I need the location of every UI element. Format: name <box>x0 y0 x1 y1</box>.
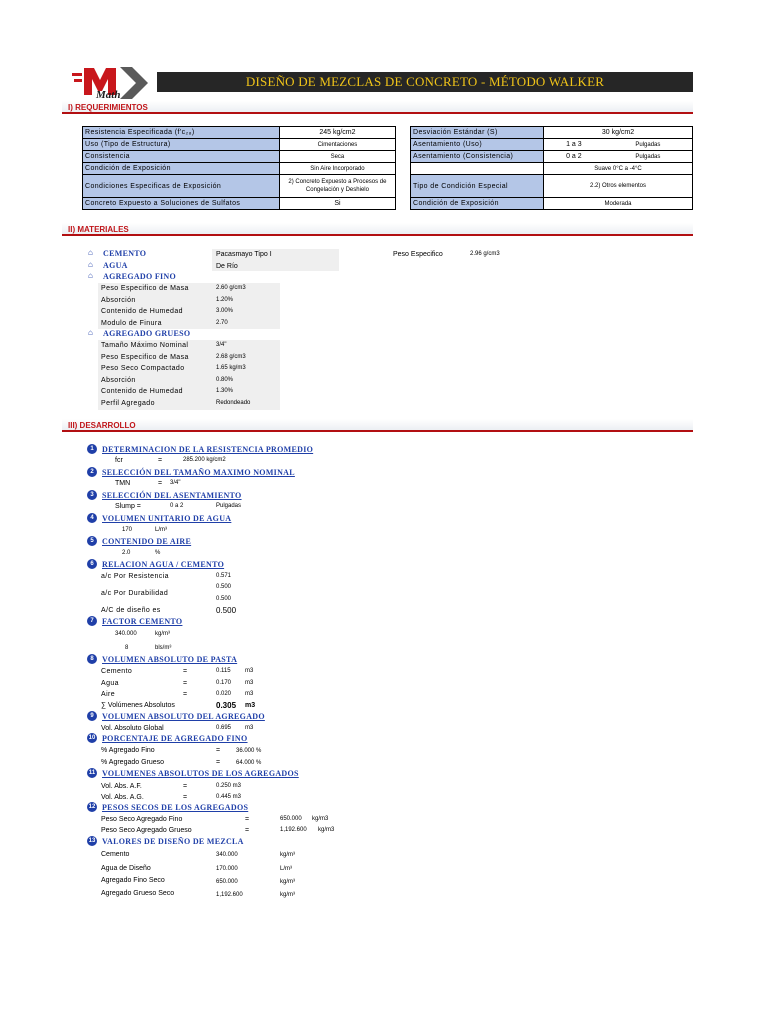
fcr-value: 285.200 kg/cm2 <box>183 457 226 463</box>
step-number-badge: 12 <box>88 804 96 810</box>
diseno-row-label: Agua de Diseño <box>101 865 151 872</box>
fino-row-value: 2.60 g/cm3 <box>216 285 246 291</box>
cemento-label: CEMENTO <box>103 249 147 258</box>
table-row <box>411 127 693 139</box>
grueso-row-label: Contenido de Humedad <box>101 388 183 395</box>
factor-cemento-value: 340.000 <box>115 631 137 637</box>
fino-row-label: Contenido de Humedad <box>101 308 183 315</box>
logo-text: Math <box>96 89 121 101</box>
peso-seco-grueso-value: 1,192.600 <box>280 827 307 833</box>
factor-cemento-unit: kg/m³ <box>155 631 170 637</box>
section-desarrollo: III) DESARROLLO <box>62 419 693 432</box>
section-materiales: II) MATERIALES <box>62 223 693 236</box>
table-row <box>83 127 396 139</box>
step-title[interactable]: DETERMINACION DE LA RESISTENCIA PROMEDIO <box>102 445 314 454</box>
table-row <box>411 163 693 175</box>
equals-sign: = <box>158 457 163 464</box>
agua-label: AGUA <box>103 261 128 270</box>
math-logo <box>72 65 154 101</box>
req-value: 0 a 2 <box>544 151 604 163</box>
aire-value: 2.0 <box>122 550 131 556</box>
diseno-row-value: 650.000 <box>216 879 238 885</box>
vol-global-label: Vol. Absoluto Global <box>101 725 164 732</box>
pct-fino-value: 36.000 % <box>236 748 262 754</box>
vol-af-value: 0.250 m3 <box>216 783 242 789</box>
equals-sign: = <box>245 816 250 823</box>
equals-sign: = <box>216 759 221 766</box>
pasta-row-label: Agua <box>101 680 119 687</box>
agregado-grueso-label: AGREGADO GRUESO <box>103 329 191 338</box>
ac-durabilidad-value-a: 0.500 <box>216 584 232 590</box>
req-value: Seca <box>279 151 395 163</box>
grueso-row-value: 0.80% <box>216 377 234 383</box>
table-row <box>411 198 693 210</box>
cemento-pe-value: 2.96 g/cm3 <box>470 251 500 257</box>
requerimientos-right-table <box>410 126 693 210</box>
equals-sign: = <box>183 783 188 790</box>
step-title[interactable]: RELACION AGUA / CEMENTO <box>102 560 225 569</box>
tmn-value: 3/4" <box>170 480 181 486</box>
grueso-row-label: Absorción <box>101 377 136 384</box>
equals-sign: = <box>245 827 250 834</box>
pasta-row-unit: m3 <box>245 680 254 686</box>
equals-sign: = <box>216 747 221 754</box>
step-number-badge: 4 <box>87 513 97 523</box>
req-label: Consistencia <box>83 151 280 163</box>
step-number-badge: 5 <box>87 536 97 546</box>
req-value: Suave 0°C a -4°C <box>544 163 693 175</box>
req-label: Concreto Expuesto a Soluciones de Sulfatos <box>83 198 280 210</box>
req-label: Asentamiento (Uso) <box>411 139 544 151</box>
step-title[interactable]: SELECCIÓN DEL ASENTAMIENTO <box>102 491 242 500</box>
peso-seco-fino-label: Peso Seco Agregado Fino <box>101 816 183 823</box>
req-label: Condición de Exposición <box>83 163 280 175</box>
ac-durabilidad-label: a/c Por Durabilidad <box>101 590 169 597</box>
step-title[interactable]: VOLUMENES ABSOLUTOS DE LOS AGREGADOS <box>102 769 299 778</box>
pasta-row-value: 0.115 <box>216 668 231 674</box>
diseno-row-unit: kg/m³ <box>280 852 295 858</box>
req-label: Condiciones Especificas de Exposición <box>83 175 280 198</box>
req-value: 1 a 3 <box>544 139 604 151</box>
pasta-row-label: Aire <box>101 691 116 698</box>
req-value: 2) Concreto Expuesto a Procesos de Congelación y Deshielo <box>279 175 395 198</box>
req-value: 30 kg/cm2 <box>544 127 693 139</box>
req-label <box>411 163 544 175</box>
pct-grueso-label: % Agregado Grueso <box>101 759 165 766</box>
grueso-row-value: 1.65 kg/m3 <box>216 365 246 371</box>
step-number-badge: 7 <box>87 616 97 626</box>
equals-sign: = <box>183 794 188 801</box>
step-title[interactable]: VOLUMEN ABSOLUTO DEL AGREGADO <box>102 712 265 721</box>
table-row <box>83 163 396 175</box>
step-number-badge: 8 <box>87 654 97 664</box>
step-title: VALORES DE DISEÑO DE MEZCLA <box>102 837 244 846</box>
pasta-row-unit: m3 <box>245 691 254 697</box>
peso-seco-fino-unit: kg/m3 <box>312 816 329 822</box>
req-value: Moderada <box>544 198 693 210</box>
grueso-row-value: 1.30% <box>216 388 234 394</box>
step-title[interactable]: PORCENTAJE DE AGREGADO FINO <box>102 734 248 743</box>
req-label: Uso (Tipo de Estructura) <box>83 139 280 151</box>
diseno-row-value: 340.000 <box>216 852 238 858</box>
table-row <box>83 139 396 151</box>
cemento-value: Pacasmayo Tipo I <box>216 251 272 258</box>
ac-durabilidad-value-b: 0.500 <box>216 596 232 602</box>
equals-sign: = <box>183 668 188 675</box>
peso-seco-grueso-label: Peso Seco Agregado Grueso <box>101 827 192 834</box>
pasta-sum-value: 0.305 <box>216 701 237 710</box>
req-label: Condición de Exposición <box>411 198 544 210</box>
fino-row-label: Absorción <box>101 297 136 304</box>
home-icon: ⌂ <box>88 328 93 337</box>
table-row <box>411 139 693 151</box>
req-value: 2.2) Otros elementos <box>544 175 693 198</box>
home-icon: ⌂ <box>88 260 93 269</box>
slump-value: 0 a 2 <box>170 503 184 509</box>
pasta-row-unit: m3 <box>245 668 254 674</box>
peso-seco-fino-value: 650.000 <box>280 816 302 822</box>
step-number-badge: 10 <box>88 735 96 741</box>
diseno-row-unit: kg/m³ <box>280 892 295 898</box>
step-title[interactable]: PESOS SECOS DE LOS AGREGADOS <box>102 803 249 812</box>
fino-row-value: 2.70 <box>216 320 228 326</box>
factor-bolsas-value: 8 <box>125 645 129 651</box>
equals-sign: = <box>183 691 188 698</box>
pct-grueso-value: 64.000 % <box>236 760 262 766</box>
pasta-row-label: Cemento <box>101 668 133 675</box>
diseno-row-label: Cemento <box>101 851 130 858</box>
factor-bolsas-unit: bls/m³ <box>155 645 172 651</box>
step-number-badge: 9 <box>87 711 97 721</box>
req-label: Resistencia Especificada (f'c₂₈) <box>83 127 280 139</box>
grueso-row-value: Redondeado <box>216 400 251 406</box>
diseno-row-label: Agregado Fino Seco <box>101 877 165 884</box>
pasta-row-value: 0.170 <box>216 680 232 686</box>
diseno-row-unit: kg/m³ <box>280 879 295 885</box>
step-number-badge: 11 <box>88 770 96 776</box>
step-title[interactable]: SELECCIÓN DEL TAMAÑO MAXIMO NOMINAL <box>102 468 295 477</box>
vol-ag-value: 0.445 m3 <box>216 794 242 800</box>
req-label: Asentamiento (Consistencia) <box>411 151 544 163</box>
step-number-badge: 6 <box>87 559 97 569</box>
req-value: Si <box>279 198 395 210</box>
agua-value: De Río <box>216 263 238 270</box>
step-number-badge: 2 <box>87 467 97 477</box>
ac-diseno-label: A/C de diseño es <box>101 607 161 614</box>
agua-unitaria-unit: L/m³ <box>155 527 167 533</box>
step-title[interactable]: VOLUMEN UNITARIO DE AGUA <box>102 514 232 523</box>
page-title: DISEÑO DE MEZCLAS DE CONCRETO - MÉTODO WALKER <box>157 72 693 92</box>
table-row <box>83 198 396 210</box>
home-icon: ⌂ <box>88 271 93 280</box>
vol-global-unit: m3 <box>245 725 254 731</box>
step-title[interactable]: FACTOR CEMENTO <box>102 617 183 626</box>
equals-sign: = <box>183 680 188 687</box>
peso-seco-grueso-unit: kg/m3 <box>318 827 335 833</box>
step-number-badge: 1 <box>87 444 97 454</box>
req-label: Tipo de Condición Especial <box>411 175 544 198</box>
grueso-row-value: 2.68 g/cm3 <box>216 354 246 360</box>
cemento-pe-label: Peso Especifico <box>393 251 443 258</box>
ac-resistencia-label: a/c Por Resistencia <box>101 573 169 580</box>
diseno-row-unit: L/m³ <box>280 866 292 872</box>
grueso-row-value: 3/4" <box>216 342 227 348</box>
grueso-row-label: Peso Especifico de Masa <box>101 354 189 361</box>
slump-label: Slump = <box>115 503 141 510</box>
req-value: Cimentaciones <box>279 139 395 151</box>
agua-unitaria-value: 170 <box>122 527 133 533</box>
equals-sign: = <box>158 480 163 487</box>
tmn-label: TMN <box>115 480 131 487</box>
req-unit: Pulgadas <box>604 151 693 163</box>
section-requerimientos: I) REQUERIMIENTOS <box>62 101 693 114</box>
agregado-fino-label: AGREGADO FINO <box>103 272 177 281</box>
pct-fino-label: % Agregado Fino <box>101 747 155 754</box>
step-title[interactable]: CONTENIDO DE AIRE <box>102 537 192 546</box>
req-value: Sin Aire Incorporado <box>279 163 395 175</box>
table-row <box>411 151 693 163</box>
ac-diseno-value: 0.500 <box>216 606 237 615</box>
diseno-row-value: 170.000 <box>216 866 238 872</box>
fcr-label: fcr <box>115 457 123 464</box>
slump-unit: Pulgadas <box>216 503 242 509</box>
pasta-sum-label: ∑ Volúmenes Absolutos <box>101 702 175 709</box>
grueso-row-label: Peso Seco Compactado <box>101 365 185 372</box>
step-number-badge: 3 <box>87 490 97 500</box>
vol-ag-label: Vol. Abs. A.G. <box>101 794 144 801</box>
diseno-row-value: 1,192.600 <box>216 892 243 898</box>
vol-af-label: Vol. Abs. A.F. <box>101 783 142 790</box>
aire-unit: % <box>155 550 161 556</box>
step-number-badge: 13 <box>88 838 96 844</box>
vol-global-value: 0.695 <box>216 725 232 731</box>
table-row <box>83 175 396 198</box>
req-unit: Pulgadas <box>604 139 693 151</box>
home-icon: ⌂ <box>88 248 93 257</box>
diseno-row-label: Agregado Grueso Seco <box>101 890 175 897</box>
req-value: 245 kg/cm2 <box>279 127 395 139</box>
step-title[interactable]: VOLUMEN ABSOLUTO DE PASTA <box>102 655 238 664</box>
grueso-row-label: Tamaño Máximo Nominal <box>101 342 189 349</box>
fino-row-label: Peso Especifico de Masa <box>101 285 189 292</box>
fino-row-value: 1.20% <box>216 297 234 303</box>
table-row <box>411 175 693 198</box>
pasta-sum-unit: m3 <box>245 702 256 709</box>
req-label: Desviación Estándar (S) <box>411 127 544 139</box>
ac-resistencia-value: 0.571 <box>216 573 232 579</box>
grueso-row-label: Perfil Agregado <box>101 400 155 407</box>
fino-row-value: 3.00% <box>216 308 234 314</box>
table-row <box>83 151 396 163</box>
pasta-row-value: 0.020 <box>216 691 232 697</box>
fino-row-label: Modulo de Finura <box>101 320 162 327</box>
requerimientos-left-table <box>82 126 396 210</box>
